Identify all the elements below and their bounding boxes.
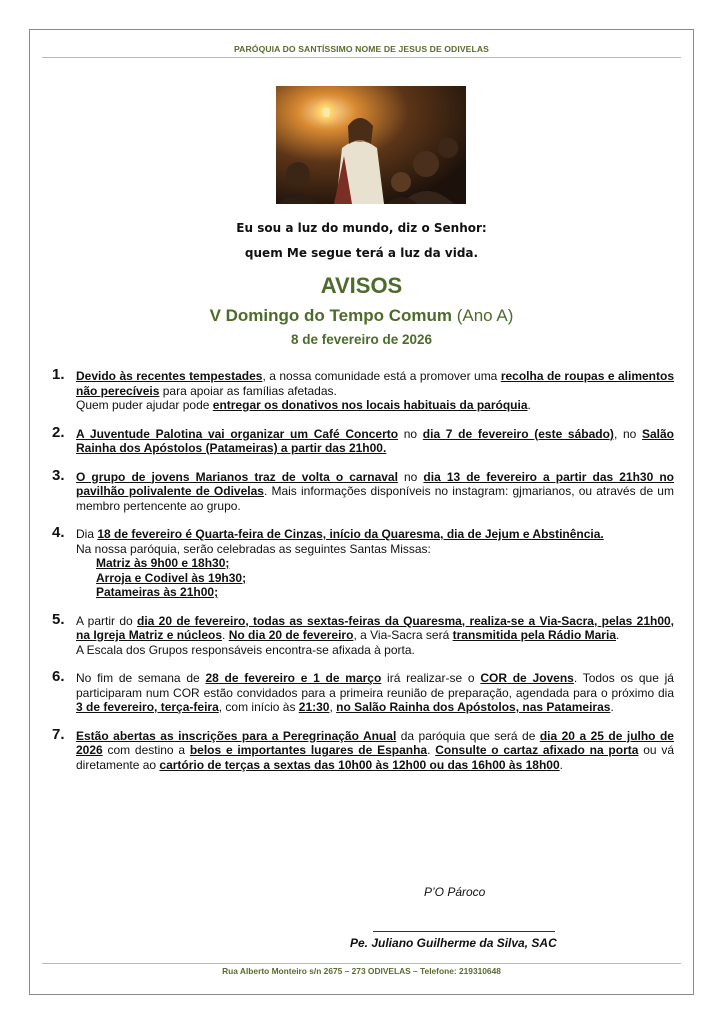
mass-time-matriz: Matriz às 9h00 e 18h30;	[96, 556, 230, 570]
item-5-highlight-f: transmitida pela Rádio Maria	[452, 628, 616, 642]
footer-divider	[42, 963, 681, 964]
item-1-text-g: .	[527, 398, 531, 412]
subtitle-main: V Domingo do Tempo Comum	[209, 306, 452, 325]
item-5-text-e: , a Via-Sacra será	[353, 628, 453, 642]
item-6-text-c: irá realizar-se o	[381, 671, 481, 685]
item-6-text-g: , com início às	[218, 700, 299, 714]
signature-line	[373, 931, 555, 932]
item-1-highlight-a: Devido às recentes tempestades	[76, 369, 263, 383]
item-3-text-b: no	[397, 469, 424, 484]
illustration-svg	[276, 86, 466, 204]
item-2-highlight-a: A Juventude Palotina vai organizar um Café Concerto	[76, 426, 399, 441]
signature-role: P’O Pároco	[424, 885, 486, 899]
item-4-text-a: Dia	[76, 527, 98, 541]
notice-item-2	[52, 423, 674, 456]
item-number: 5.	[52, 610, 65, 628]
parish-header: PARÓQUIA DO SANTÍSSIMO NOME DE JESUS DE ODIVELAS	[233, 44, 489, 54]
item-1-highlight-c: recolha de roupas e alimentos não perecíveis	[76, 369, 674, 398]
item-6-text-i: ,	[329, 700, 337, 714]
quote-line-1: Eu sou a luz do mundo, diz o Senhor:	[236, 221, 487, 235]
jesus-light-of-world-illustration	[276, 86, 466, 204]
item-7-highlight-c: dia 20 a 25 de julho de 2026	[76, 728, 674, 757]
item-6-highlight-b: 28 de fevereiro e 1 de março	[205, 671, 382, 685]
page-title: AVISOS	[320, 273, 403, 298]
notice-item-1	[52, 366, 674, 413]
footer-address: Rua Alberto Monteiro s/n 2675 – 273 ODIVELAS – Telefone: 219310648	[222, 966, 501, 976]
item-1-text-b: , a nossa comunidade está a promover uma	[262, 369, 501, 383]
notice-item-4	[52, 524, 674, 600]
item-6-highlight-h: 21:30	[298, 700, 330, 714]
item-7-highlight-a: Estão abertas as inscrições para a Peregrinação Anual	[76, 728, 397, 743]
item-2-text-d: , no	[613, 426, 642, 441]
item-7-text-b: da paróquia que será de	[396, 728, 540, 743]
notice-item-7	[52, 725, 675, 773]
notice-item-3	[52, 466, 674, 514]
signature-name: Pe. Juliano Guilherme da Silva, SAC	[350, 936, 557, 950]
item-2-highlight-c: dia 7 de fevereiro (este sábado)	[422, 426, 614, 441]
quote-line-2: quem Me segue terá a luz da vida.	[244, 246, 479, 260]
item-5-highlight-b: dia 20 de fevereiro, todas as sextas-feiras da Quaresma, realiza-se a Via-Sacra, pelas 21h00, na Igreja Matriz e núcleos	[76, 613, 675, 642]
item-6-text-k: .	[610, 700, 614, 714]
item-5-text-a: A partir do	[76, 613, 138, 628]
item-3-highlight-c: dia 13 de fevereiro a partir das 21h30 no pavilhão polivalente de Odivelas	[76, 469, 674, 498]
item-7-highlight-g: Consulte o cartaz afixado na porta	[435, 743, 639, 757]
mass-time-arroja-codivel: Arroja e Codivel às 19h30;	[96, 570, 247, 585]
liturgical-subtitle	[30, 306, 693, 326]
item-2-highlight-e: Salão Rainha dos Apóstolos (Patameiras) a partir das 21h00.	[76, 426, 674, 455]
item-4-text-c: Na nossa paróquia, serão celebradas as seguintes Santas Missas:	[76, 541, 431, 556]
item-1-text-d: para apoiar as famílias afetadas.	[159, 383, 337, 398]
item-6-text-e: . Todos os que já participaram num COR estão convidados para a primeira reunião de preparação, agendada para o próximo dia	[76, 671, 674, 700]
item-7-highlight-e: belos e importantes lugares de Espanha	[189, 743, 428, 757]
item-7-highlight-i: cartório de terças a sextas das 10h00 às 12h00 ou das 16h00 às 18h00	[159, 757, 560, 772]
item-6-highlight-f: 3 de fevereiro, terça-feira	[76, 700, 219, 714]
mass-time-patameiras: Patameiras às 21h00;	[96, 585, 219, 599]
item-number: 4.	[52, 524, 65, 541]
item-2-text-b: no	[398, 426, 423, 441]
item-3-text-d: . Mais informações disponíveis no instagram: gjmarianos, ou através de um membro pertencente ao grupo.	[76, 484, 674, 513]
item-7-text-f: .	[427, 743, 436, 757]
header-divider	[42, 57, 681, 58]
item-6-highlight-d: COR de Jovens	[480, 671, 574, 685]
item-6-highlight-j: no Salão Rainha dos Apóstolos, nas Patameiras	[336, 700, 611, 714]
page-frame	[29, 29, 694, 995]
item-5-text-h: A Escala dos Grupos responsáveis encontra-se afixada à porta.	[76, 642, 415, 657]
item-7-text-h: ou vá diretamente ao	[76, 743, 675, 772]
item-number: 1.	[52, 366, 65, 383]
notice-item-5	[52, 610, 675, 658]
item-number: 3.	[52, 466, 65, 484]
item-number: 7.	[52, 725, 65, 743]
item-7-text-j: .	[559, 757, 563, 772]
item-1-highlight-f: entregar os donativos nos locais habituais da paróquia	[212, 398, 528, 412]
item-5-highlight-d: No dia 20 de fevereiro	[228, 628, 354, 642]
item-number: 2.	[52, 423, 65, 441]
item-4-highlight-b: 18 de fevereiro é Quarta-feira de Cinzas, início da Quaresma, dia de Jejum e Abstinência.	[97, 527, 604, 541]
item-1-text-e: Quem puder ajudar pode	[76, 398, 213, 412]
item-3-highlight-a: O grupo de jovens Marianos traz de volta o carnaval	[76, 469, 398, 484]
item-5-text-c: .	[222, 628, 229, 642]
item-number: 6.	[52, 668, 65, 685]
subtitle-year: (Ano A)	[456, 306, 514, 325]
item-5-text-g: .	[616, 628, 620, 642]
notice-list	[52, 366, 675, 786]
notice-item-6	[52, 668, 674, 715]
item-6-text-a: No fim de semana de	[76, 671, 206, 685]
item-7-text-d: com destino a	[102, 743, 190, 757]
notice-date: 8 de fevereiro de 2026	[290, 332, 433, 347]
